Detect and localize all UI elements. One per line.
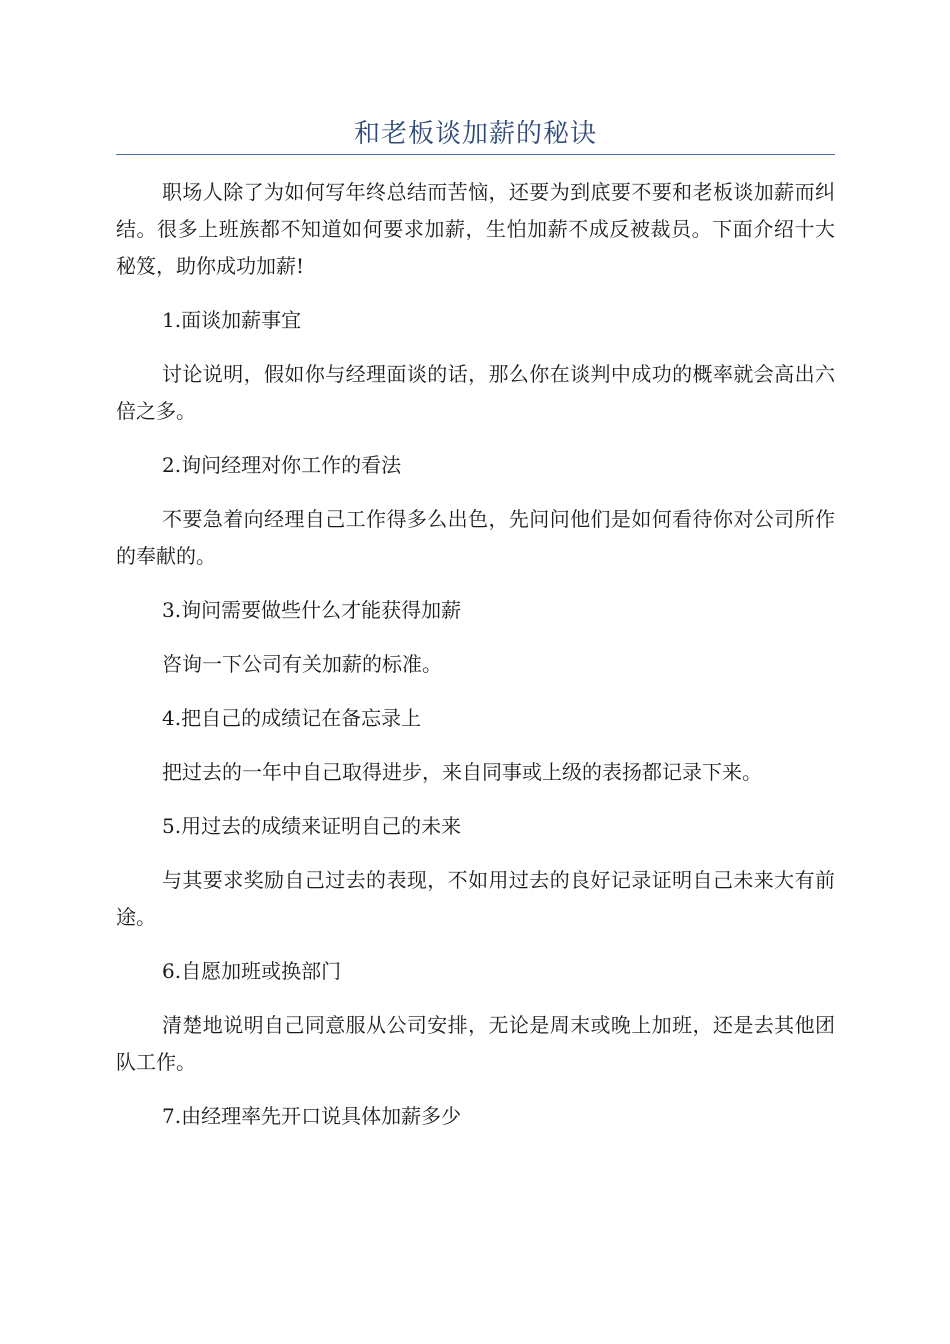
section-text-3: 咨询一下公司有关加薪的标准。 (162, 652, 442, 676)
section-heading-5: 5.用过去的成绩来证明自己的未来 (162, 814, 462, 838)
document-title: 和老板谈加薪的秘诀 (353, 119, 597, 149)
section-text-6: 清楚地说明自己同意服从公司安排，无论是周末或晚上加班，还是去其他团队工作。 (116, 1013, 835, 1074)
intro-paragraph: 职场人除了为如何写年终总结而苦恼，还要为到底要不要和老板谈加薪而纠结。很多上班族都不知道如何要求加薪，生怕加薪不成反被裁员。下面介绍十大秘笈，助你成功加薪! (116, 180, 835, 278)
section-heading-3: 3.询问需要做些什么才能获得加薪 (162, 598, 462, 622)
document-body (116, 174, 835, 1152)
section-text-2: 不要急着向经理自己工作得多么出色，先问问他们是如何看待你对公司所作的奉献的。 (116, 507, 835, 568)
section-heading-4: 4.把自己的成绩记在备忘录上 (162, 706, 422, 730)
section-heading-7: 7.由经理率先开口说具体加薪多少 (162, 1104, 462, 1128)
section-text-1: 讨论说明，假如你与经理面谈的话，那么你在谈判中成功的概率就会高出六倍之多。 (116, 362, 835, 423)
section-heading-6: 6.自愿加班或换部门 (162, 959, 342, 983)
section-heading-1: 1.面谈加薪事宜 (162, 308, 302, 332)
section-heading-2: 2.询问经理对你工作的看法 (162, 453, 402, 477)
section-text-4: 把过去的一年中自己取得进步，来自同事或上级的表扬都记录下来。 (162, 760, 762, 784)
title-underline (116, 154, 835, 155)
section-text-5: 与其要求奖励自己过去的表现，不如用过去的良好记录证明自己未来大有前途。 (116, 868, 835, 929)
